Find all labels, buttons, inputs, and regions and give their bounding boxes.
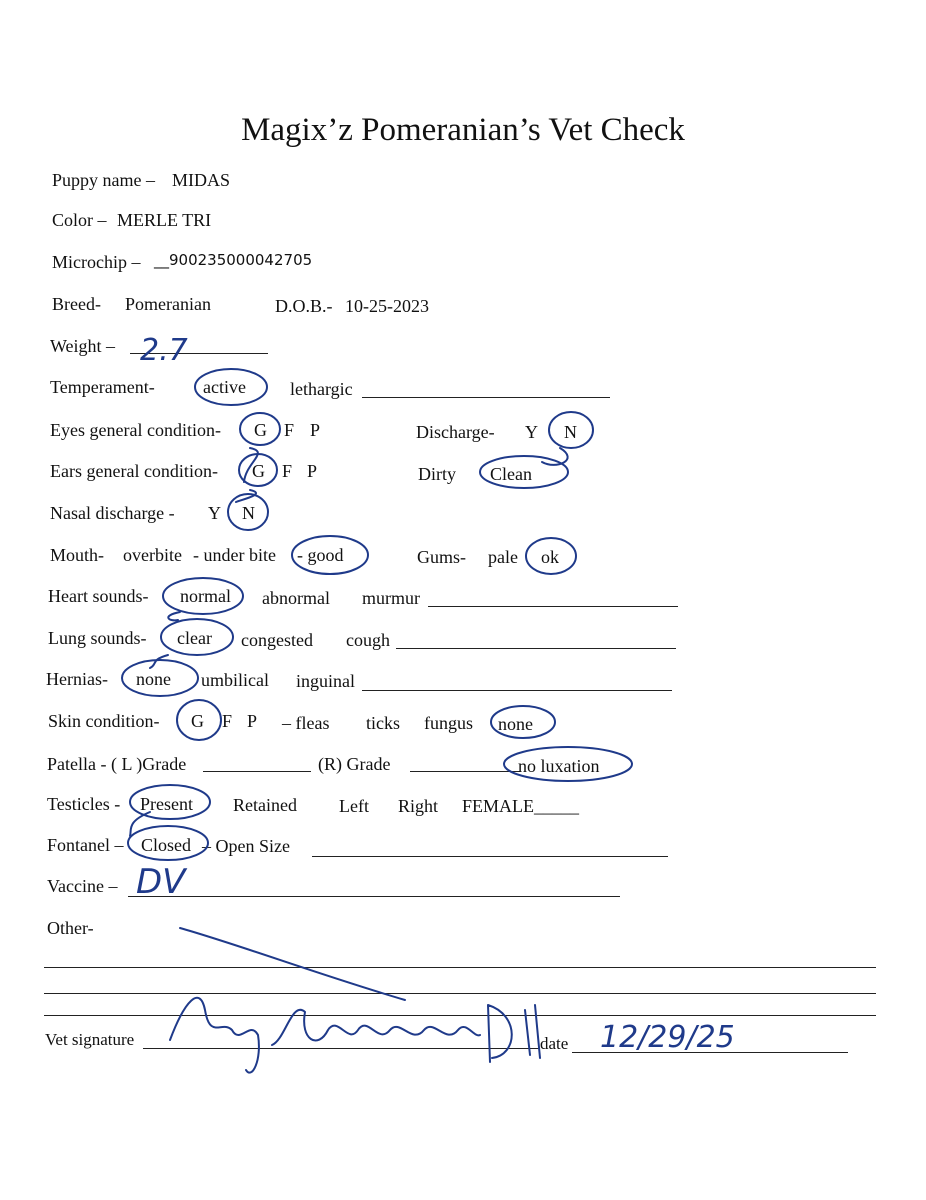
temperament-option-active: active: [203, 377, 246, 397]
skin-handwritten-none: none: [498, 714, 533, 734]
hernias-option-none: none: [136, 669, 171, 689]
skin-option-f: F: [222, 711, 233, 731]
dob-value: 10-25-2023: [345, 296, 429, 316]
temperament-option-lethargic: lethargic: [290, 379, 353, 399]
puppy-name-value: MIDAS: [172, 170, 231, 190]
mouth-option-overbite: overbite: [123, 545, 182, 565]
date-handwritten: 12/29/25: [600, 1020, 735, 1055]
skin-option-ticks: ticks: [366, 713, 400, 733]
other-line-3: [44, 1015, 876, 1016]
testicles-option-left: Left: [339, 796, 369, 816]
nasal-option-n: N: [242, 503, 255, 523]
skin-option-p: P: [247, 711, 258, 731]
heart-option-normal: normal: [180, 586, 231, 606]
gums-label: Gums-: [417, 547, 466, 567]
breed-label: Breed-: [52, 294, 101, 314]
gums-option-pale: pale: [488, 547, 518, 567]
skin-option-fungus: fungus: [424, 713, 473, 733]
lung-option-congested: congested: [241, 630, 313, 650]
patella-right-line: [410, 771, 520, 772]
date-line: [572, 1052, 848, 1053]
microchip-label: Microchip –: [52, 252, 141, 272]
microchip-value: __900235000042705: [154, 251, 313, 269]
weight-line: [130, 353, 268, 354]
other-label: Other-: [47, 918, 94, 938]
discharge-option-y: Y: [525, 422, 538, 442]
connector-discharge-clean: [542, 448, 568, 465]
other-line-1: [44, 967, 876, 968]
dirty-label: Dirty: [418, 464, 456, 484]
ears-label: Ears general condition-: [50, 461, 218, 481]
connector-lung-hernias: [150, 655, 168, 668]
fontanel-line: [312, 856, 668, 857]
testicles-option-present: Present: [140, 794, 193, 814]
page-title: Magix’z Pomeranian’s Vet Check: [241, 112, 685, 148]
patella-left-line: [203, 771, 311, 772]
heart-option-murmur: murmur: [362, 588, 420, 608]
mouth-option-good: - good: [297, 545, 344, 565]
date-label: date: [540, 1034, 569, 1053]
breed-value: Pomeranian: [125, 294, 211, 314]
dob-label: D.O.B.-: [275, 296, 333, 316]
mouth-label: Mouth-: [50, 545, 104, 565]
connector-ears-nasal: [236, 490, 256, 502]
testicles-label: Testicles -: [47, 794, 121, 814]
connector-heart-lung: [168, 612, 180, 620]
testicles-option-retained: Retained: [233, 795, 297, 815]
fontanel-option-open-size: – Open Size: [202, 836, 290, 856]
discharge-option-n: N: [564, 422, 577, 442]
hernias-label: Hernias-: [46, 669, 108, 689]
skin-label: Skin condition-: [48, 711, 160, 731]
eyes-label: Eyes general condition-: [50, 420, 221, 440]
lung-line: [396, 648, 676, 649]
temperament-label: Temperament-: [50, 377, 155, 397]
patella-handwritten: no luxation: [518, 756, 600, 776]
weight-handwritten: 2.7: [140, 333, 188, 368]
skin-option-g: G: [191, 711, 204, 731]
vet-signature-line: [143, 1048, 539, 1049]
connector-present-closed: [130, 812, 150, 836]
patella-left-label: Patella - ( L )Grade: [47, 754, 187, 774]
ears-option-f: F: [282, 461, 293, 481]
clean-option: Clean: [490, 464, 532, 484]
lung-option-cough: cough: [346, 630, 390, 650]
lung-option-clear: clear: [177, 628, 212, 648]
hernias-line: [362, 690, 672, 691]
vaccine-line: [128, 896, 620, 897]
other-strike: [180, 928, 405, 1000]
color-label: Color –: [52, 210, 107, 230]
gums-option-ok: ok: [541, 547, 559, 567]
fontanel-label: Fontanel –: [47, 835, 124, 855]
puppy-name-label: Puppy name –: [52, 170, 155, 190]
heart-line: [428, 606, 678, 607]
vet-signature-scrawl: [170, 998, 540, 1073]
mouth-option-underbite: - under bite: [193, 545, 276, 565]
ears-option-p: P: [307, 461, 318, 481]
ears-option-g: G: [252, 461, 265, 481]
nasal-label: Nasal discharge -: [50, 503, 175, 523]
eyes-option-g: G: [254, 420, 267, 440]
other-line-2: [44, 993, 876, 994]
testicles-option-female: FEMALE_____: [462, 796, 579, 816]
vaccine-label: Vaccine –: [47, 876, 118, 896]
vet-signature-label: Vet signature: [45, 1030, 135, 1049]
eyes-option-f: F: [284, 420, 295, 440]
lung-label: Lung sounds-: [48, 628, 147, 648]
testicles-option-right: Right: [398, 796, 439, 816]
hernias-option-inguinal: inguinal: [296, 671, 355, 691]
heart-option-abnormal: abnormal: [262, 588, 330, 608]
temperament-line: [362, 397, 610, 398]
heart-label: Heart sounds-: [48, 586, 149, 606]
patella-right-label: (R) Grade: [318, 754, 391, 774]
nasal-option-y: Y: [208, 503, 221, 523]
color-value: MERLE TRI: [117, 210, 212, 230]
fontanel-option-closed: Closed: [141, 835, 192, 855]
weight-label: Weight –: [50, 336, 116, 356]
discharge-label: Discharge-: [416, 422, 495, 442]
eyes-option-p: P: [310, 420, 321, 440]
hernias-option-umbilical: umbilical: [201, 670, 269, 690]
skin-option-fleas: – fleas: [282, 713, 330, 733]
vaccine-handwritten: DV: [136, 862, 186, 902]
